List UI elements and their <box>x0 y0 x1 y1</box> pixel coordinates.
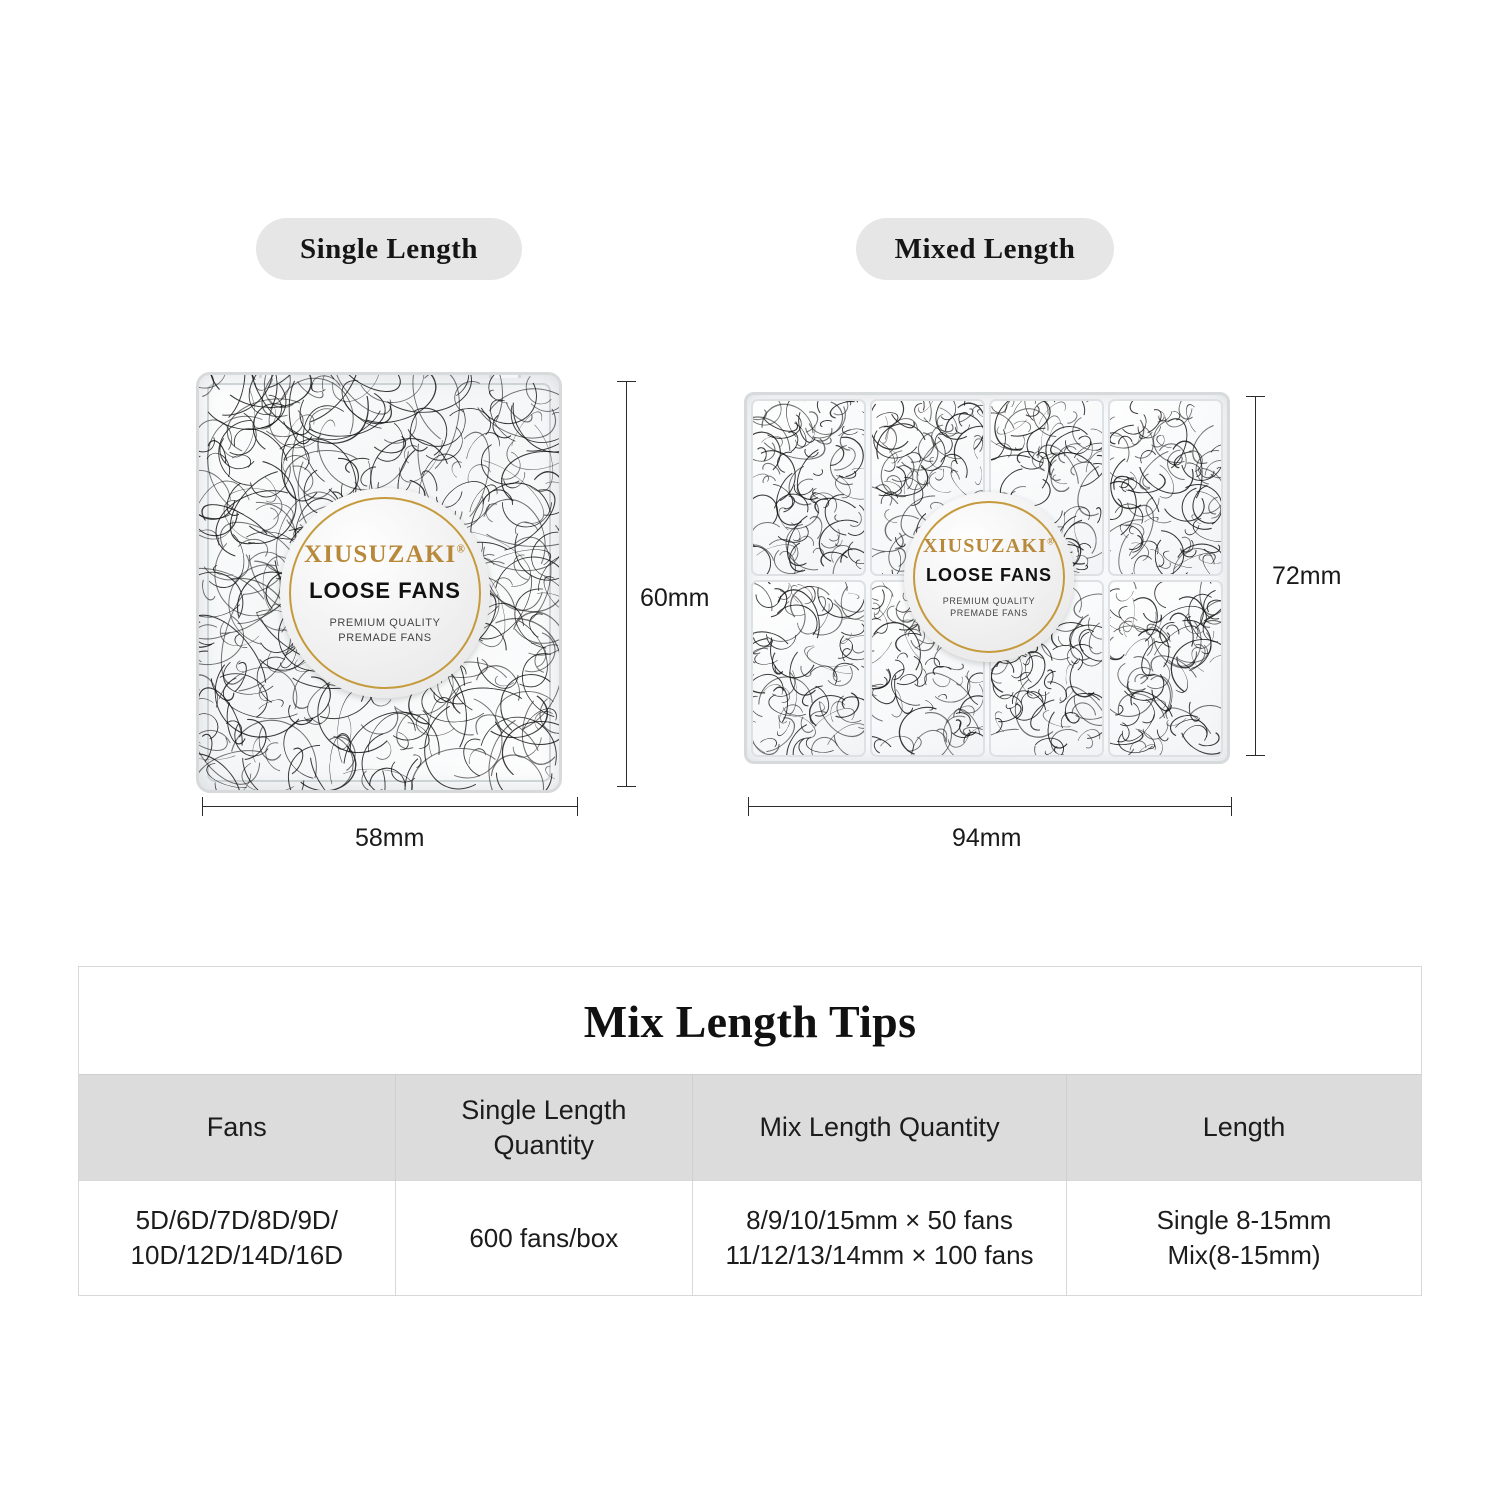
cell-fans <box>79 1181 395 1296</box>
cell-single-length-quantity: 600 fans/box <box>395 1181 692 1296</box>
registered-mark: ® <box>1047 536 1056 547</box>
label-subline-1: PREMIUM QUALITY <box>329 616 441 629</box>
product-name: LOOSE FANS <box>309 577 461 603</box>
cell-length-line1: Single 8-15mm <box>1156 1205 1332 1236</box>
dimension-line-single-height <box>626 381 627 787</box>
label-subline-2: PREMADE FANS <box>950 608 1028 618</box>
dimension-label-single-height: 60mm <box>640 584 710 612</box>
product-name: LOOSE FANS <box>925 564 1052 585</box>
brand-name <box>304 541 466 569</box>
cell-mix-length-quantity-line1: 8/9/10/15mm × 50 fans <box>746 1205 1013 1236</box>
table-header-length: Length <box>1067 1075 1421 1181</box>
registered-mark: ® <box>456 543 467 556</box>
cell-length-line2: Mix(8-15mm) <box>1167 1240 1321 1271</box>
table-header-fans: Fans <box>79 1075 395 1181</box>
lash-fans-cluster <box>1110 582 1221 755</box>
cell-length <box>1067 1181 1421 1296</box>
lash-fans-cluster <box>753 401 864 574</box>
label-subline-2: PREMADE FANS <box>338 631 432 644</box>
brand-name-text: XIUSUZAKI <box>922 534 1048 557</box>
brand-label-mixed <box>904 492 1074 662</box>
table-header-mix-length-quantity: Mix Length Quantity <box>692 1075 1066 1181</box>
label-gold-ring <box>289 497 481 689</box>
cell-fans-line2: 10D/12D/14D/16D <box>130 1240 344 1271</box>
table-header-row <box>79 1075 1421 1181</box>
dimension-label-mixed-height: 72mm <box>1272 562 1342 590</box>
brand-name-text: XIUSUZAKI <box>303 540 457 568</box>
mix-length-tips-panel <box>78 966 1422 1296</box>
table-title: Mix Length Tips <box>583 996 917 1047</box>
dimension-line-single-width <box>202 806 578 807</box>
cell-mix-length-quantity <box>692 1181 1066 1296</box>
brand-name <box>923 535 1055 558</box>
heading-mixed-length-label: Mixed Length <box>894 232 1076 265</box>
compartment <box>1108 580 1223 757</box>
table-header-single-length-quantity-line2: Quantity <box>493 1129 595 1160</box>
table-header-single-length-quantity <box>395 1075 692 1181</box>
lash-fans-cluster <box>753 582 864 755</box>
dimension-line-mixed-width <box>748 806 1232 807</box>
heading-single-length-label: Single Length <box>299 232 479 265</box>
compartment <box>751 580 866 757</box>
label-subline-1: PREMIUM QUALITY <box>942 595 1036 606</box>
table-header-single-length-quantity-line1: Single Length <box>461 1095 627 1125</box>
compartment <box>1108 399 1223 576</box>
dimension-line-mixed-height <box>1255 396 1256 756</box>
cell-mix-length-quantity-line2: 11/12/13/14mm × 100 fans <box>725 1240 1034 1271</box>
mix-length-tips-table <box>79 1074 1421 1295</box>
table-row <box>79 1181 1421 1296</box>
cell-fans-line1: 5D/6D/7D/8D/9D/ <box>135 1205 338 1236</box>
label-gold-ring <box>913 501 1065 653</box>
brand-label-single <box>280 488 490 698</box>
dimension-label-single-width: 58mm <box>355 824 425 852</box>
compartment <box>751 399 866 576</box>
dimension-label-mixed-width: 94mm <box>952 824 1022 852</box>
lash-fans-cluster <box>1110 401 1221 574</box>
